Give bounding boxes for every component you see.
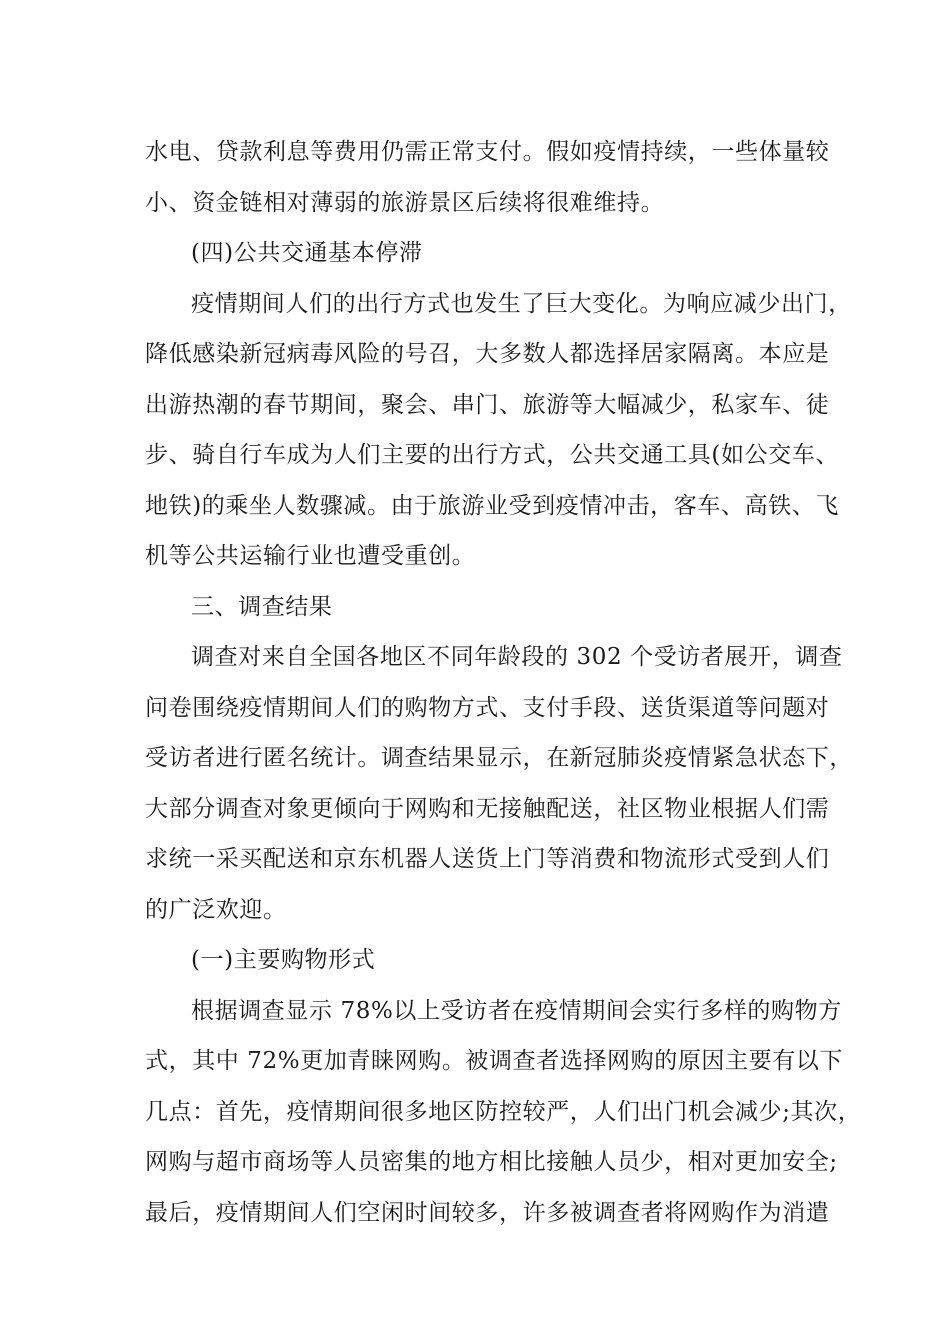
text-line: 求统一采买配送和京东机器人送货上门等消费和物流形式受到人们	[145, 846, 830, 872]
text-line: 的广泛欢迎。	[145, 897, 287, 923]
text-line: 式，其中 72%更加青睐网购。被调查者选择网购的原因主要有以下	[145, 1048, 844, 1074]
text-line: 机等公共运输行业也遭受重创。	[145, 543, 476, 569]
text-line: 网购与超市商场等人员密集的地方相比接触人员少，相对更加安全;	[145, 1149, 838, 1175]
section-heading: 三、调查结果	[191, 594, 333, 620]
section-heading: (一)主要购物形式	[191, 947, 376, 973]
text-line: 出游热潮的春节期间，聚会、串门、旅游等大幅减少，私家车、徒	[145, 392, 830, 418]
text-line: 地铁)的乘坐人数骤减。由于旅游业受到疫情冲击，客车、高铁、飞	[145, 493, 839, 519]
text-line: 降低感染新冠病毒风险的号召，大多数人都选择居家隔离。本应是	[145, 341, 830, 367]
paragraph-start-line: 调查对来自全国各地区不同年龄段的 302 个受访者展开，调查	[191, 644, 843, 670]
text-line: 大部分调查对象更倾向于网购和无接触配送，社区物业根据人们需	[145, 796, 830, 822]
text-line: 小、资金链相对薄弱的旅游景区后续将很难维持。	[145, 190, 665, 216]
text-line: 水电、贷款利息等费用仍需正常支付。假如疫情持续，一些体量较	[145, 139, 830, 165]
text-line: 几点：首先，疫情期间很多地区防控较严，人们出门机会减少;其次，	[145, 1099, 862, 1125]
text-line: 最后，疫情期间人们空闲时间较多，许多被调查者将网购作为消遣	[145, 1200, 830, 1226]
section-heading: (四)公共交通基本停滞	[191, 240, 423, 266]
paragraph-start-line: 根据调查显示 78%以上受访者在疫情期间会实行多样的购物方	[191, 998, 842, 1024]
paragraph-start-line: 疫情期间人们的出行方式也发生了巨大变化。为响应减少出门，	[191, 291, 852, 317]
text-line: 受访者进行匿名统计。调查结果显示，在新冠肺炎疫情紧急状态下，	[145, 745, 853, 771]
text-line: 问卷围绕疫情期间人们的购物方式、支付手段、送货渠道等问题对	[145, 695, 830, 721]
text-line: 步、骑自行车成为人们主要的出行方式，公共交通工具(如公交车、	[145, 442, 839, 468]
